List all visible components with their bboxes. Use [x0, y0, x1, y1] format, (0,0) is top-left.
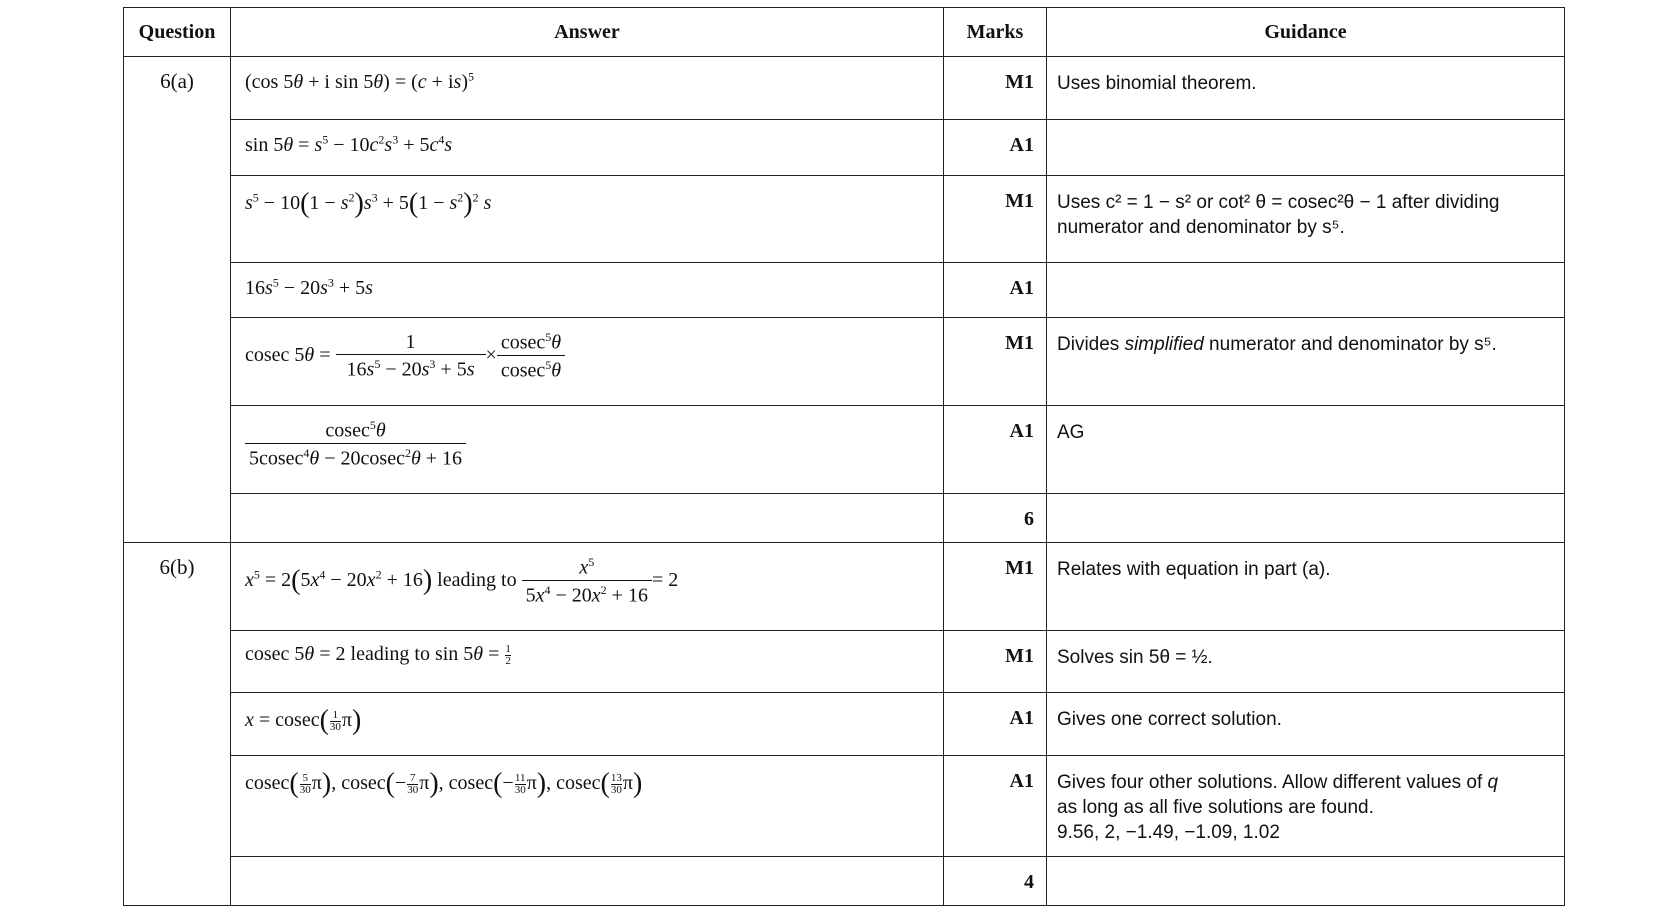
guidance-cell: Relates with equation in part (a).: [1047, 543, 1565, 631]
table-row: [124, 318, 1565, 406]
answer-b2: cosec 5θ = 2 leading to sin 5θ = $\frac{1}{2}$: [245, 642, 511, 667]
guidance-cell: Uses binomial theorem.: [1047, 57, 1565, 120]
guidance-cell: AG: [1047, 406, 1565, 494]
table-row: [124, 857, 1565, 906]
guidance-text: Divides: [1057, 334, 1125, 355]
table-row: [124, 543, 1565, 631]
answer-cell: [231, 494, 944, 543]
guidance-text: numerator and denominator by s⁵.: [1203, 334, 1497, 355]
answer-a3: $s^5 - 10(1 - s^2)s^3 + 5(1 - s^2)^2$ s: [245, 188, 492, 219]
table-row: [124, 176, 1565, 263]
guidance-cell: [1047, 857, 1565, 906]
header-row: [124, 8, 1565, 57]
header-answer: Answer: [231, 8, 944, 57]
table-row: [124, 263, 1565, 318]
mark-cell: A1: [944, 406, 1047, 494]
question-label-6b: 6(b): [124, 543, 231, 906]
guidance-line: Uses c² = 1 − s² or cot² θ = cosec²θ − 1 after dividing: [1057, 192, 1500, 213]
answer-a5: cosec 5θ = $\frac{1}{16s^5 - 20s^3 + 5s}$ × $\frac{cosec^5\theta}{cosec^5\theta}$: [245, 344, 565, 366]
mark-cell: A1: [944, 756, 1047, 857]
answer-cell: [231, 57, 944, 120]
answer-cell: [231, 318, 944, 406]
table-row: [124, 494, 1565, 543]
answer-cell: [231, 543, 944, 631]
answer-cell: [231, 693, 944, 756]
mark-cell: M1: [944, 176, 1047, 263]
answer-cell: [231, 120, 944, 176]
question-label-6a: 6(a): [124, 57, 231, 543]
answer-b3: x = cosec( $\frac{1}{30}$ π): [245, 705, 362, 736]
table-row: [124, 406, 1565, 494]
table-row: [124, 756, 1565, 857]
header-marks: Marks: [944, 8, 1047, 57]
answer-cell: [231, 756, 944, 857]
mark-cell: A1: [944, 263, 1047, 318]
mark-cell: A1: [944, 693, 1047, 756]
guidance-cell: Solves sin 5θ = ½.: [1047, 631, 1565, 693]
answer-cell: [231, 176, 944, 263]
table-row: [124, 693, 1565, 756]
mark-scheme-table: [123, 7, 1565, 906]
guidance-cell: [1047, 176, 1565, 263]
guidance-cell: [1047, 756, 1565, 857]
guidance-variable: q: [1487, 772, 1499, 793]
guidance-cell: [1047, 263, 1565, 318]
table-row: [124, 57, 1565, 120]
table-row: [124, 631, 1565, 693]
total-marks-6a: 6: [944, 494, 1047, 543]
guidance-cell: [1047, 318, 1565, 406]
answer-cell: [231, 857, 944, 906]
guidance-line: as long as all five solutions are found.: [1057, 797, 1374, 818]
guidance-cell: Gives one correct solution.: [1047, 693, 1565, 756]
answer-cell: [231, 631, 944, 693]
guidance-text: Gives four other solutions. Allow different values of: [1057, 772, 1488, 793]
mark-cell: M1: [944, 318, 1047, 406]
answer-a1: (cos 5θ + i sin 5θ) = (c + is)$^5$: [245, 69, 474, 93]
answer-a6: $\frac{cosec^5\theta}{5cosec^4\theta - 20cosec^2\theta + 16}$: [245, 432, 466, 454]
header-question: Question: [124, 8, 231, 57]
guidance-line: [1057, 770, 1554, 795]
guidance-cell: [1047, 494, 1565, 543]
guidance-cell: [1047, 120, 1565, 176]
answer-a2: $\sin 5\theta = s^5 - 10c^2s^3 + 5c^4s$: [245, 132, 453, 156]
mark-cell: M1: [944, 543, 1047, 631]
mark-cell: A1: [944, 120, 1047, 176]
answer-a4: $16s^5 - 20s^3 + 5s$: [245, 275, 373, 299]
total-marks-6b: 4: [944, 857, 1047, 906]
answer-cell: [231, 263, 944, 318]
answer-b1: $x^5 = 2(5x^4 - 20x^2 + 16)$ leading to $\frac{x^5}{5x^4 - 20x^2 + 16}$ = 2: [245, 555, 679, 607]
guidance-emphasis: simplified: [1124, 334, 1204, 355]
mark-cell: M1: [944, 631, 1047, 693]
guidance-line: numerator and denominator by s⁵.: [1057, 217, 1345, 238]
table-row: [124, 120, 1565, 176]
header-guidance: Guidance: [1047, 8, 1565, 57]
answer-b4: cosec( $\frac{5}{30}$ π), cosec(− $\frac{7}{30}$ π), cosec(− $\frac{11}{30}$ π), cosec( $\frac{13}{30}$ π): [245, 768, 643, 799]
answer-cell: [231, 406, 944, 494]
mark-cell: M1: [944, 57, 1047, 120]
guidance-line: 9.56, 2, −1.49, −1.09, 1.02: [1057, 822, 1280, 843]
